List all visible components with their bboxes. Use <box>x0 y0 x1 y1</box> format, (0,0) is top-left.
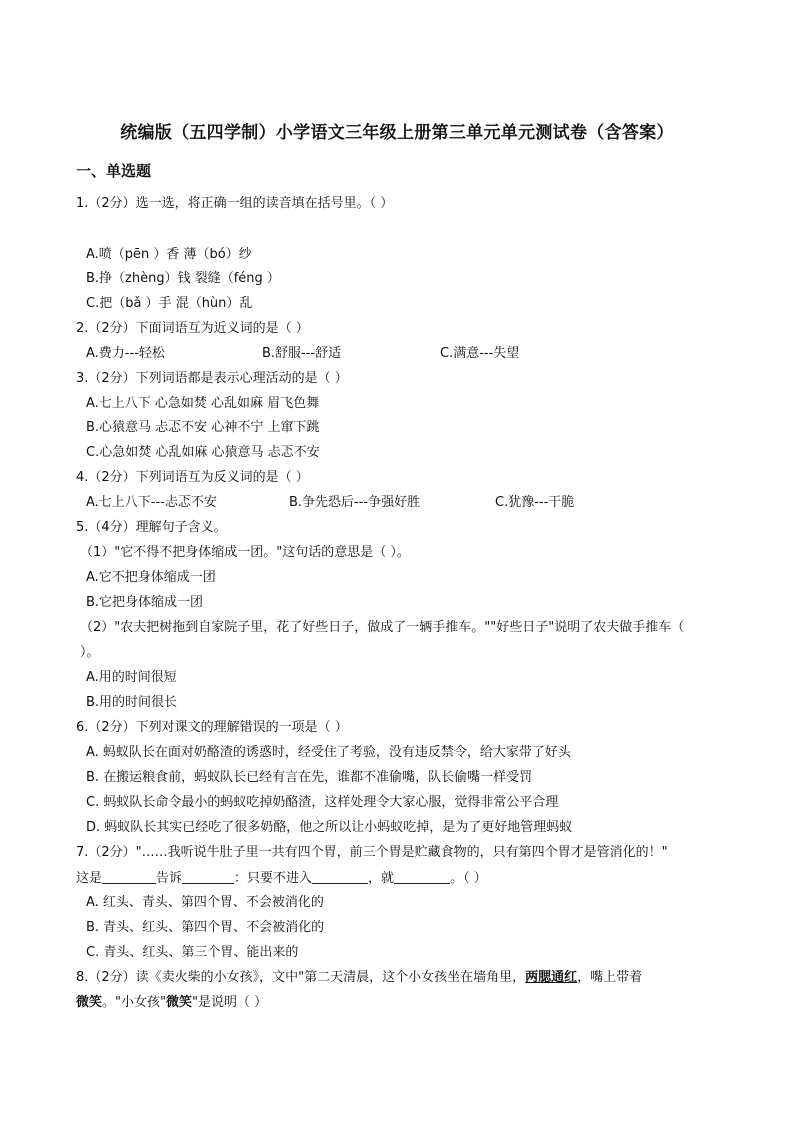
question-5-sub-1-option-b: B.它把身体缩成一团 <box>86 595 204 610</box>
question-2-option-a: A.费力---轻松 <box>86 346 165 361</box>
question-7-option-c: C. 青头、红头、第三个胃、能出来的 <box>86 945 299 960</box>
question-8-line-2 <box>76 995 267 1011</box>
question-8-text-4: "是说明（ ） <box>192 995 268 1010</box>
question-4-options <box>86 495 574 511</box>
question-8-line-1 <box>76 970 642 986</box>
question-7-text-5: 。（ ） <box>450 871 487 886</box>
question-4-option-c: C.犹豫---干脆 <box>495 495 575 510</box>
question-6-option-d: D. 蚂蚁队长其实已经吃了很多奶酪，他之所以让小蚂蚁吃掉，是为了更好地管理蚂蚁 <box>86 820 573 835</box>
question-8-text-3: 。"小女孩" <box>102 995 166 1010</box>
question-2-options <box>86 346 519 362</box>
question-1-option-a: A.喷（pēn ）香 薄（bó）纱 <box>86 247 252 262</box>
section-title: 一、单选题 <box>76 162 152 180</box>
question-6-option-a: A. 蚂蚁队长在面对奶酪渣的诱惑时，经受住了考验，没有违反禁令，给大家带了好头 <box>86 745 571 760</box>
question-5-sub-2: （2）"农夫把树拖到自家院子里，花了好些日子，做成了一辆手推车。""好些日子"说明了农夫做手推车（ <box>80 620 685 635</box>
question-7-text-4: ，就 <box>368 871 395 886</box>
question-1-stem: 1.（2分）选一选，将正确一组的读音填在括号里。（ ） <box>76 196 394 211</box>
question-5-sub-1: （1）"它不得不把身体缩成一团。"这句话的意思是（ ）。 <box>80 545 410 560</box>
question-7-blank-2 <box>182 870 234 884</box>
question-7-fill-line <box>76 870 487 887</box>
question-6-stem: 6.（2分）下列对课文的理解错误的一项是（ ） <box>76 720 348 735</box>
question-1-option-b: B.挣（zhèng）钱 裂缝（féng ） <box>86 271 280 286</box>
question-3-stem: 3.（2分）下列词语都是表示心理活动的是（ ） <box>76 371 348 386</box>
question-5-stem: 5.（4分）理解句子含义。 <box>76 520 227 535</box>
question-5-sub-2-continuation: ）。 <box>80 645 100 660</box>
question-6-option-c: C. 蚂蚁队长命令最小的蚂蚁吃掉奶酪渣，这样处理令大家心服，觉得非常公平合理 <box>86 795 559 810</box>
question-8-bold-1: 微笑 <box>76 995 103 1010</box>
question-3-option-c: C.心急如焚 心乱如麻 心猿意马 忐忑不安 <box>86 445 320 460</box>
question-3-option-a: A.七上八下 心急如焚 心乱如麻 眉飞色舞 <box>86 396 320 411</box>
question-5-sub-2-option-b: B.用的时间很长 <box>86 695 178 710</box>
question-7-option-a: A. 红头、青头、第四个胃、不会被消化的 <box>86 895 324 910</box>
question-2-stem: 2.（2分）下面词语互为近义词的是（ ） <box>76 321 309 336</box>
question-7-text-2: 告诉 <box>156 871 183 886</box>
question-8-underlined-phrase: 两腮通红 <box>525 970 578 985</box>
question-2-option-b: B.舒服---舒适 <box>262 346 342 361</box>
question-8-text-1: 8.（2分）读《卖火柴的小女孩》，文中"第二天清晨，这个小女孩坐在墙角里， <box>76 970 526 985</box>
question-5-sub-2-option-a: A.用的时间很短 <box>86 670 177 685</box>
question-7-option-b: B. 青头、红头、第四个胃、不会被消化的 <box>86 920 325 935</box>
question-1-option-c: C.把（bǎ ）手 混（hùn）乱 <box>86 296 253 311</box>
question-8-bold-2: 微笑 <box>165 995 192 1010</box>
question-5-sub-1-option-a: A.它不把身体缩成一团 <box>86 570 216 585</box>
question-2-option-c: C.满意---失望 <box>440 346 520 361</box>
question-4-option-b: B.争先恐后---争强好胜 <box>289 495 421 510</box>
question-4-option-a: A.七上八下---忐忑不安 <box>86 495 217 510</box>
question-3-option-b: B.心猿意马 忐忑不安 心神不宁 上窜下跳 <box>86 420 320 435</box>
page-title: 统编版（五四学制）小学语文三年级上册第三单元单元测试卷（含答案） <box>120 123 674 143</box>
question-7-blank-4 <box>394 870 450 884</box>
question-7-text-1: 这是 <box>76 871 103 886</box>
question-7-blank-3 <box>312 870 368 884</box>
question-7-blank-1 <box>102 870 156 884</box>
question-6-option-b: B. 在搬运粮食前，蚂蚁队长已经有言在先，谁都不准偷嘴，队长偷嘴一样受罚 <box>86 770 533 785</box>
question-4-stem: 4.（2分）下列词语互为反义词的是（ ） <box>76 470 309 485</box>
question-7-stem: 7.（2分）"……我听说牛肚子里一共有四个胃，前三个胃是贮藏食物的，只有第四个胃才是管消化的！" <box>76 845 668 860</box>
question-8-text-2: ，嘴上带着 <box>577 970 643 985</box>
question-7-text-3: ：只要不进入 <box>234 871 313 886</box>
